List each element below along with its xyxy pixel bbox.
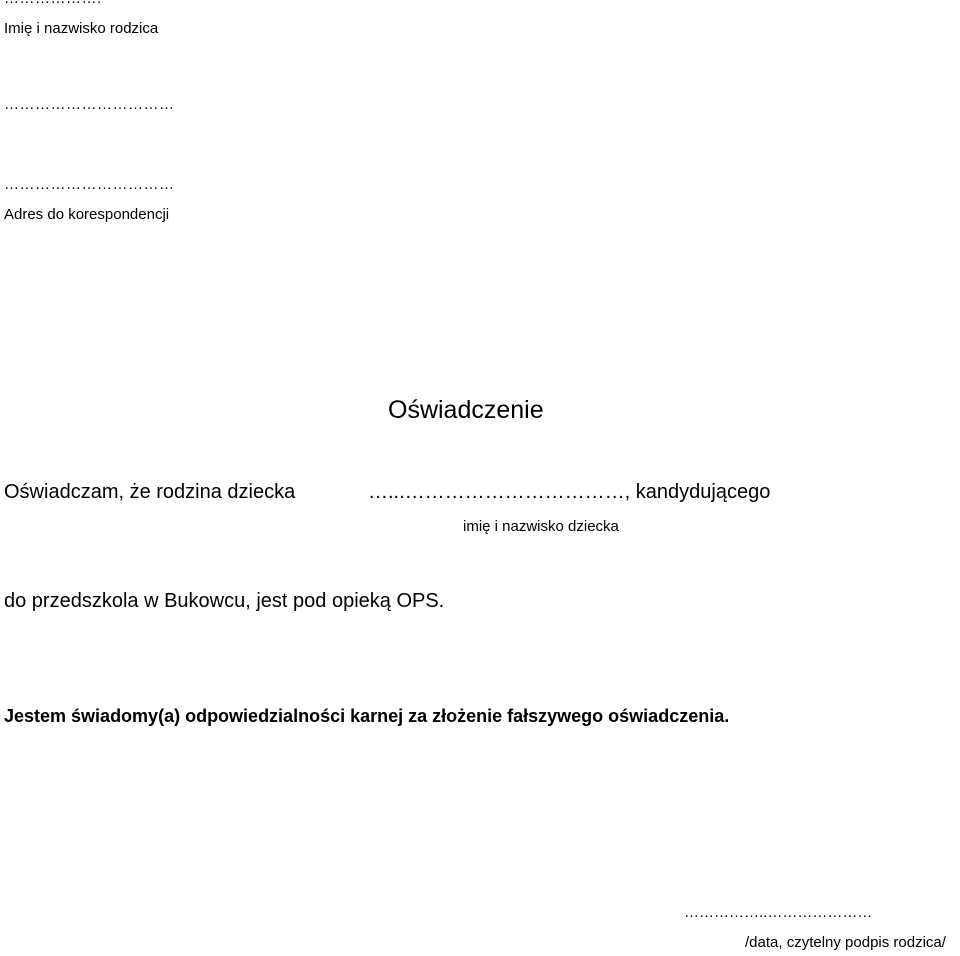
parent-name-label: Imię i nazwisko rodzica bbox=[4, 20, 159, 37]
child-name-blank: …...……………………………, kandydującego bbox=[368, 481, 771, 503]
statement-start: Oświadczam, że rodzina dziecka bbox=[4, 481, 296, 503]
document-title: Oświadczenie bbox=[388, 396, 544, 424]
signature-caption: /data, czytelny podpis rodzica/ bbox=[745, 934, 946, 951]
signature-dots: ……………..………………… bbox=[684, 904, 873, 921]
child-name-caption: imię i nazwisko dziecka bbox=[463, 518, 619, 535]
address-dots-line-2: …………………………… bbox=[4, 176, 175, 193]
parent-name-dots bbox=[4, 0, 102, 7]
liability-notice: Jestem świadomy(a) odpowiedzialności karnej za złożenie fałszywego oświadczenia. bbox=[4, 706, 730, 726]
statement-continued: do przedszkola w Bukowcu, jest pod opieką OPS. bbox=[4, 590, 445, 612]
address-dots-line-1: …………………………… bbox=[4, 96, 175, 113]
address-label: Adres do korespondencji bbox=[4, 206, 170, 223]
